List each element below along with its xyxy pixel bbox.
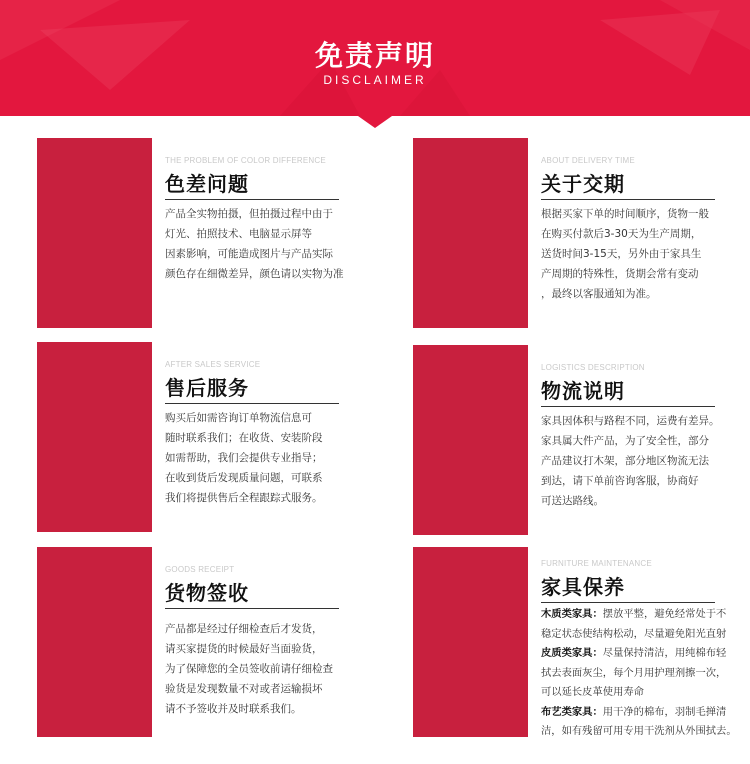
card-line: 根据买家下单的时间顺序，货物一般 [541, 208, 709, 220]
card-line: 灯光、拍照技术、电脑显示屏等 [165, 228, 312, 240]
card-body [165, 619, 380, 719]
card-image [413, 138, 528, 328]
card-line: 产品都是经过仔细检查后才发货， [165, 623, 323, 635]
card-en-title: ABOUT DELIVERY TIME [541, 156, 635, 165]
card-body [541, 411, 750, 511]
card-title: 物流说明 [541, 379, 625, 403]
card-line: 我们将提供售后全程跟踪式服务。 [165, 492, 323, 504]
card-goods-receipt [37, 547, 377, 737]
card-line: 皮质类家具：尽量保持清洁，用纯棉布轻 [541, 647, 727, 659]
card-en-title: FURNITURE MAINTENANCE [541, 559, 652, 568]
card-color-difference [37, 138, 377, 328]
leather-label: 皮质类家具： [541, 647, 603, 659]
card-line: ，最终以客服通知为准。 [541, 288, 657, 300]
card-logistics [413, 345, 750, 535]
divider [541, 602, 715, 603]
card-body [541, 605, 750, 742]
card-line: 稳定状态使结构松动，尽量避免阳光直射 [541, 627, 727, 640]
card-after-sales [37, 342, 377, 532]
card-line: 如需帮助，我们会提供专业指导； [165, 452, 323, 464]
card-body [165, 408, 380, 508]
card-title: 关于交期 [541, 172, 625, 196]
card-line: 洁，如有残留可用专用干洗剂从外围拭去。 [541, 725, 737, 737]
card-line: 颜色存在细微差异，颜色请以实物为准 [165, 268, 344, 280]
card-furniture-maintenance [413, 547, 750, 737]
card-delivery-time [413, 138, 750, 328]
card-line: 家具属大件产品，为了安全性，部分 [541, 435, 709, 447]
card-image [413, 345, 528, 535]
card-image [413, 547, 528, 737]
card-line: 在购买付款后3-30天为生产周期， [541, 228, 702, 240]
card-line: 购买后如需咨询订单物流信息可 [165, 412, 312, 424]
page-subtitle: DISCLAIMER [323, 73, 427, 87]
divider [165, 199, 339, 200]
card-image [37, 138, 152, 328]
card-line: 布艺类家具：用干净的棉布，羽制毛掸清 [541, 705, 727, 718]
card-line: 验货是发现数量不对或者运输损坏 [165, 683, 323, 695]
card-line: 到达，请下单前咨询客服，协商好 [541, 475, 699, 487]
card-line: 送货时间3-15天，另外由于家具生 [541, 248, 702, 260]
card-en-title: THE PROBLEM OF COLOR DIFFERENCE [165, 156, 326, 165]
card-line: 拭去表面灰尘，每个月用护理剂擦一次， [541, 666, 727, 679]
card-line: 可送达路线。 [541, 495, 604, 507]
divider [165, 403, 339, 404]
card-line: 产周期的特殊性，货期会常有变动 [541, 268, 699, 280]
card-title: 货物签收 [165, 581, 249, 605]
card-en-title: LOGISTICS DESCRIPTION [541, 363, 645, 372]
divider [541, 406, 715, 407]
divider [165, 608, 339, 609]
card-line: 为了保障您的全员签收前请仔细检查 [165, 663, 333, 675]
fabric-label: 布艺类家具： [541, 705, 603, 718]
card-title: 家具保养 [541, 575, 625, 599]
card-body [165, 204, 380, 284]
card-line: 可以延长皮革使用寿命 [541, 686, 644, 698]
card-line: 产品全实物拍摄，但拍摄过程中由于 [165, 208, 333, 220]
card-body [541, 204, 750, 304]
card-title: 售后服务 [165, 376, 249, 400]
card-line: 请买家提货的时候最好当面验货， [165, 643, 323, 655]
card-title: 色差问题 [165, 172, 249, 196]
card-line: 产品建议打木架，部分地区物流无法 [541, 455, 709, 467]
card-image [37, 342, 152, 532]
divider [541, 199, 715, 200]
card-line: 随时联系我们；在收货、安装阶段 [165, 432, 323, 444]
card-line: 因素影响，可能造成图片与产品实际 [165, 248, 333, 260]
card-en-title: AFTER SALES SERVICE [165, 360, 261, 369]
header-banner [0, 0, 750, 128]
card-line: 请不予签收并及时联系我们。 [165, 703, 302, 715]
card-image [37, 547, 152, 737]
card-line: 家具因体积与路程不同，运费有差异。 [541, 415, 720, 427]
wood-label: 木质类家具： [541, 608, 603, 620]
card-line: 在收到货后发现质量问题，可联系 [165, 472, 323, 484]
card-en-title: GOODS RECEIPT [165, 565, 235, 574]
page-title: 免责声明 [314, 39, 435, 72]
card-line: 木质类家具：摆放平整，避免经常处于不 [541, 608, 727, 620]
